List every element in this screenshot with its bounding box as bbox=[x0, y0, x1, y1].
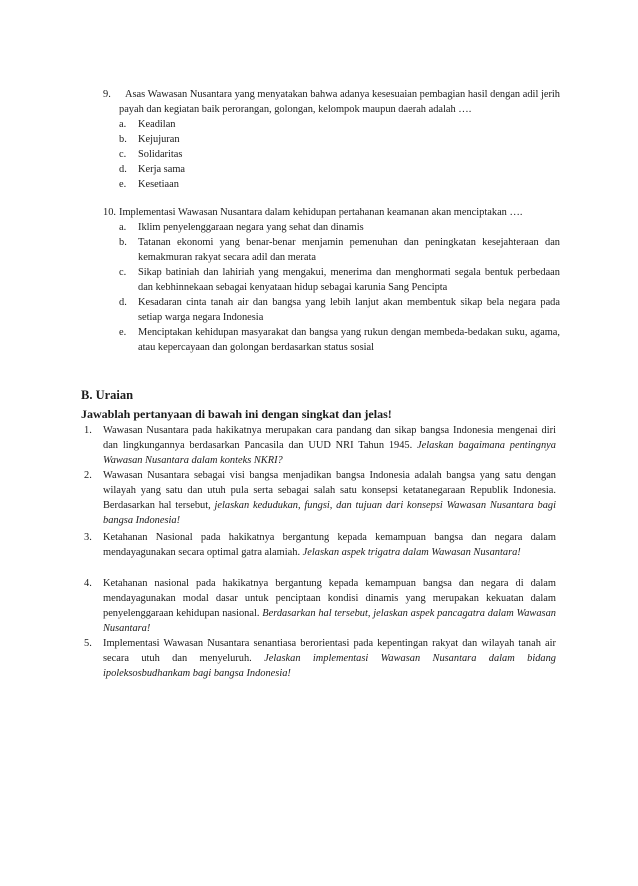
option-text: Kerja sama bbox=[138, 164, 186, 175]
option-letter: a. bbox=[119, 119, 127, 130]
essay-number: 2. bbox=[84, 470, 92, 481]
option-c bbox=[119, 147, 560, 162]
option-b bbox=[119, 132, 560, 147]
essay-statement: Wawasan Nusantara pada hakikatnya merupakan cara pandang dan sikap bangsa Indonesia mengenai diri dan lingkungannya berdasarkan Pancasila dan UUD NRI Tahun 1945. bbox=[103, 425, 556, 451]
option-d bbox=[119, 295, 560, 325]
essay-text bbox=[103, 468, 556, 528]
essay-statement: Wawasan Nusantara sebagai visi bangsa menjadikan bangsa Indonesia adalah bangsa yang satu dengan wilayah yang satu dan utuh pula serta sebagai salah satu konsepsi ketatanegaraan Republik Indonesia. Berdasarkan hal tersebut, bbox=[103, 470, 556, 511]
essay-statement: Ketahanan Nasional pada hakikatnya bergantung kepada kemampuan bangsa dan negara dalam mendayagunakan secara optimal gatra alamiah. bbox=[103, 532, 556, 558]
essay-task: jelaskan kedudukan, fungsi, dan tujuan dari konsepsi Wawasan Nusantara bagi bangsa Indonesia! bbox=[103, 500, 557, 526]
option-letter: e. bbox=[119, 179, 127, 190]
essay-number: 3. bbox=[84, 532, 92, 543]
option-letter: d. bbox=[119, 297, 127, 308]
essay-number: 5. bbox=[84, 638, 92, 649]
option-letter: c. bbox=[119, 267, 127, 278]
option-text: Sikap batiniah dan lahiriah yang mengakui, menerima dan menghormati segala bentuk perbedaan dan kebhinnekaan sebagai kenyataan hidup sebagai karunia Sang Pencipta bbox=[138, 267, 560, 293]
essay-text bbox=[103, 636, 556, 681]
option-text: Keadilan bbox=[138, 119, 176, 130]
option-text: Tatanan ekonomi yang benar-benar menjamin pemenuhan dan peningkatan kesejahteraan dan kemakmuran rakyat secara adil dan merata bbox=[138, 237, 560, 263]
essay-task: Jelaskan aspek trigatra dalam Wawasan Nusantara! bbox=[302, 547, 521, 558]
section-b-title: B. Uraian bbox=[81, 388, 134, 402]
essay-statement: Implementasi Wawasan Nusantara senantiasa berorientasi pada kepentingan rakyat dan wilayah tanah air secara utuh dan menyeluruh. bbox=[103, 638, 556, 664]
essay-text bbox=[103, 576, 556, 636]
question-number: 10. bbox=[103, 207, 116, 218]
option-letter: d. bbox=[119, 164, 127, 175]
essay-number: 1. bbox=[84, 425, 92, 436]
question-10 bbox=[103, 205, 560, 355]
question-number: 9. bbox=[103, 89, 111, 100]
option-text: Kesadaran cinta tanah air dan bangsa yang lebih lanjut akan membentuk sikap bela negara pada setiap warga negara Indonesia bbox=[138, 297, 560, 323]
essay-task: Jelaskan implementasi Wawasan Nusantara dalam bidang ipoleksosbudhankam bagi bangsa Indonesia! bbox=[103, 653, 556, 679]
essay-question-2 bbox=[84, 468, 556, 528]
option-e bbox=[119, 177, 560, 192]
option-list bbox=[119, 220, 560, 355]
option-e bbox=[119, 325, 560, 355]
essay-statement: Ketahanan nasional pada hakikatnya bergantung kepada kemampuan bangsa dan negara di dalam mendayagunakan modal dasar untuk penciptaan kondisi dinamis yang merupakan kekuatan dalam penyelenggaraan kehidupan nasional. bbox=[103, 578, 556, 619]
essay-question-5 bbox=[84, 636, 556, 681]
option-text: Menciptakan kehidupan masyarakat dan bangsa yang rukun dengan membeda-bedakan suku, agama, atau kepercayaan dan golongan berdasarkan status sosial bbox=[138, 327, 560, 353]
option-b bbox=[119, 235, 560, 265]
essay-question-4 bbox=[84, 576, 556, 636]
question-text: Implementasi Wawasan Nusantara dalam kehidupan pertahanan keamanan akan menciptakan …. bbox=[119, 207, 523, 218]
option-text: Kejujuran bbox=[138, 134, 180, 145]
option-letter: e. bbox=[119, 327, 127, 338]
essay-question-1 bbox=[84, 423, 556, 468]
essay-task: Berdasarkan hal tersebut, jelaskan aspek pancagatra dalam Wawasan Nusantara! bbox=[103, 608, 556, 634]
question-9 bbox=[103, 87, 560, 192]
essay-question-3 bbox=[84, 530, 556, 560]
essay-task: Jelaskan bagaimana pentingnya Wawasan Nusantara dalam konteks NKRI? bbox=[103, 440, 556, 466]
option-text: Iklim penyelenggaraan negara yang sehat dan dinamis bbox=[138, 222, 364, 233]
option-letter: b. bbox=[119, 237, 127, 248]
essay-number: 4. bbox=[84, 578, 92, 589]
essay-text bbox=[103, 530, 556, 560]
option-c bbox=[119, 265, 560, 295]
option-a bbox=[119, 220, 560, 235]
option-letter: c. bbox=[119, 149, 127, 160]
essay-text bbox=[103, 423, 556, 468]
option-letter: b. bbox=[119, 134, 127, 145]
option-list bbox=[119, 117, 560, 192]
option-a bbox=[119, 117, 560, 132]
option-letter: a. bbox=[119, 222, 127, 233]
section-b-instruction: Jawablah pertanyaan di bawah ini dengan singkat dan jelas! bbox=[81, 407, 392, 421]
option-d bbox=[119, 162, 560, 177]
option-text: Kesetiaan bbox=[138, 179, 179, 190]
question-text: Asas Wawasan Nusantara yang menyatakan bahwa adanya kesesuaian pembagian hasil dengan adil jerih payah dan kegiatan baik perorangan, golongan, kelompok maupun daerah adalah …. bbox=[119, 89, 560, 115]
option-text: Solidaritas bbox=[138, 149, 183, 160]
